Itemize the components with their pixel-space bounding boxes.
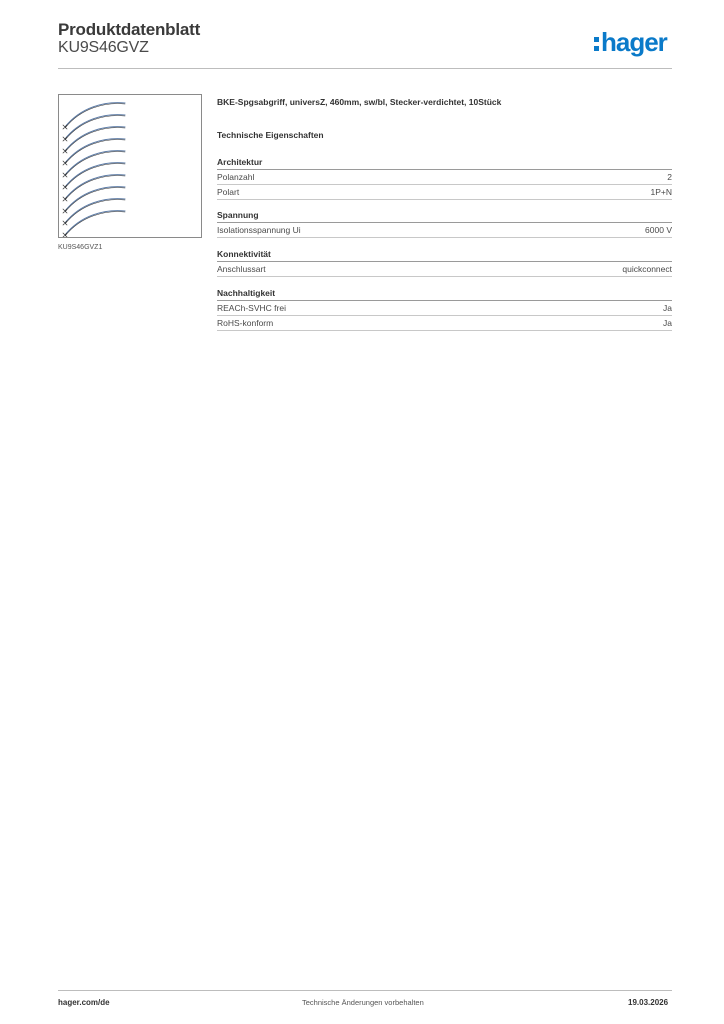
section-title: Technische Eigenschaften	[217, 130, 324, 140]
footer-website-link[interactable]: hager.com/de	[58, 998, 110, 1007]
document-title: Produktdatenblatt	[58, 20, 201, 39]
property-row	[217, 223, 672, 238]
footer-date: 19.03.2026	[628, 998, 669, 1007]
header-divider	[58, 68, 672, 69]
group-title: Konnektivität	[217, 248, 672, 262]
property-label: RoHS-konform	[217, 318, 274, 328]
group-architektur	[217, 156, 672, 200]
footer-divider	[58, 990, 672, 991]
property-row	[217, 316, 672, 331]
property-row	[217, 262, 672, 277]
property-row	[217, 185, 672, 200]
cable-bundle-icon	[59, 95, 201, 237]
property-row	[217, 301, 672, 316]
group-title: Nachhaltigkeit	[217, 287, 672, 301]
property-value: Ja	[663, 303, 672, 313]
group-konnektivitaet	[217, 248, 672, 277]
logo-text: hager	[601, 27, 667, 57]
product-description: BKE-Spgsabgriff, universZ, 460mm, sw/bl, Stecker-verdichtet, 10Stück	[217, 97, 502, 107]
property-label: REACh-SVHC frei	[217, 303, 286, 313]
property-value: quickconnect	[622, 264, 672, 274]
group-title: Architektur	[217, 156, 672, 170]
property-value: Ja	[663, 318, 672, 328]
property-value: 6000 V	[645, 225, 672, 235]
hager-logo	[594, 26, 667, 58]
property-label: Polanzahl	[217, 172, 255, 182]
property-label: Isolationsspannung Ui	[217, 225, 301, 235]
property-value: 2	[667, 172, 672, 182]
logo-colon-icon	[594, 37, 599, 51]
product-image	[58, 94, 202, 238]
group-nachhaltigkeit	[217, 287, 672, 331]
property-label: Polart	[217, 187, 240, 197]
footer-disclaimer: Technische Änderungen vorbehalten	[302, 998, 424, 1007]
article-number: KU9S46GVZ	[58, 39, 149, 56]
property-value: 1P+N	[650, 187, 672, 197]
property-label: Anschlussart	[217, 264, 266, 274]
group-title: Spannung	[217, 209, 672, 223]
group-spannung	[217, 209, 672, 238]
property-row	[217, 170, 672, 185]
image-caption: KU9S46GVZ1	[58, 244, 103, 251]
